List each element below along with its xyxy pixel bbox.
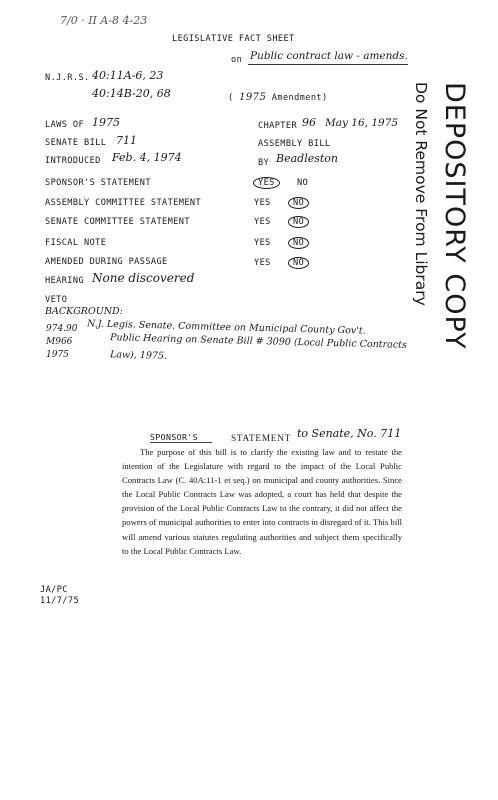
sheet-title: LEGISLATIVE FACT SHEET — [172, 34, 295, 44]
senate-bill-label: SENATE BILL — [45, 138, 107, 148]
statement-heading-sponsor: SPONSOR'S — [150, 432, 198, 442]
footer-initials: JA/PC — [40, 585, 68, 595]
introduced-value: Feb. 4, 1974 — [112, 151, 182, 164]
laws-of-label: LAWS OF — [45, 120, 85, 130]
statement-heading-underline — [150, 442, 212, 443]
by-value: Beadleston — [276, 152, 338, 165]
assembly-bill-label: ASSEMBLY BILL — [258, 139, 331, 149]
footer-date: 11/7/75 — [40, 596, 80, 606]
introduced-label: INTRODUCED — [45, 156, 101, 166]
assembly-committee-label: ASSEMBLY COMMITTEE STATEMENT — [45, 198, 202, 208]
senate-committee-no: NO — [288, 216, 309, 228]
veto-label: VETO — [45, 295, 68, 305]
subject-value: Public contract law - amends. — [250, 50, 408, 62]
assembly-committee-yes: YES — [254, 198, 271, 208]
fiscal-note-yes: YES — [254, 238, 271, 248]
top-scrawl: 7/0 · II A-8 4-23 — [60, 14, 148, 27]
by-label: BY — [258, 158, 270, 168]
background-line-3: Law), 1975. — [109, 349, 168, 362]
fiscal-note-label: FISCAL NOTE — [45, 238, 107, 248]
senate-committee-label: SENATE COMMITTEE STATEMENT — [45, 217, 190, 227]
background-line-1: N.J. Legis. Senate. Committee on Municipal County Gov't. — [86, 318, 366, 337]
call-number-3: 1975 — [46, 350, 69, 360]
statement-heading-statement: STATEMENT — [231, 433, 292, 443]
stamp-do-not-remove: Do Not Remove From Library — [412, 82, 430, 306]
laws-of-value: 1975 — [92, 116, 120, 129]
fiscal-note-no: NO — [288, 237, 309, 249]
statement-body: The purpose of this bill is to clarify the existing law and to restate the intention of the Legislature with regard to the impact of the Local Public Contracts Law (C. 40A:11-1 et seq.) on municipal and county authorities. Since the Local Public Contracts Law was adopted, a court has held that despite the provision of the Local Public Contracts Law to the contrary, it did not affect the powers of municipal authorities to enter into contracts in disregard of it. This bill will amend various statutes regulating authorities and subject them specifically to the Local Public Contracts Law. — [122, 447, 402, 556]
assembly-committee-no: NO — [288, 197, 309, 209]
depository-stamp — [400, 82, 480, 350]
sponsor-statement-label: SPONSOR'S STATEMENT — [45, 178, 151, 188]
call-number-2: M966 — [46, 337, 73, 347]
on-label: on — [231, 55, 243, 65]
njrs-line1: 40:11A-6, 23 — [92, 69, 164, 82]
chapter-date: May 16, 1975 — [325, 117, 399, 129]
background-line-2: Public Hearing on Senate Bill # 3090 (Local Public Contracts — [109, 332, 407, 351]
hearing-value: None discovered — [92, 271, 195, 285]
sponsor-no: NO — [297, 178, 309, 188]
chapter-label: CHAPTER — [258, 121, 298, 131]
njrs-label: N.J.R.S. — [45, 73, 90, 83]
amended-yes: YES — [254, 258, 271, 268]
call-number-1: 974.90 — [46, 324, 78, 334]
background-label: BACKGROUND: — [45, 306, 123, 317]
chapter-value: 96 — [302, 116, 316, 129]
hearing-label: HEARING — [45, 276, 85, 286]
amended-no: NO — [288, 257, 309, 269]
amendment-note: ( 1975 Amendment) — [228, 92, 328, 103]
statement-heading-hand: to Senate, No. 711 — [297, 427, 402, 440]
stamp-depository-copy: DEPOSITORY COPY — [439, 82, 470, 350]
amendment-year: 1975 — [239, 92, 267, 103]
senate-bill-value: 711 — [116, 134, 137, 147]
njrs-line2: 40:14B-20, 68 — [92, 87, 171, 100]
senate-committee-yes: YES — [254, 217, 271, 227]
subject-underline — [248, 64, 408, 65]
sponsor-yes: YES — [253, 177, 280, 189]
amended-label: AMENDED DURING PASSAGE — [45, 257, 168, 267]
amendment-label: Amendment — [271, 93, 322, 103]
